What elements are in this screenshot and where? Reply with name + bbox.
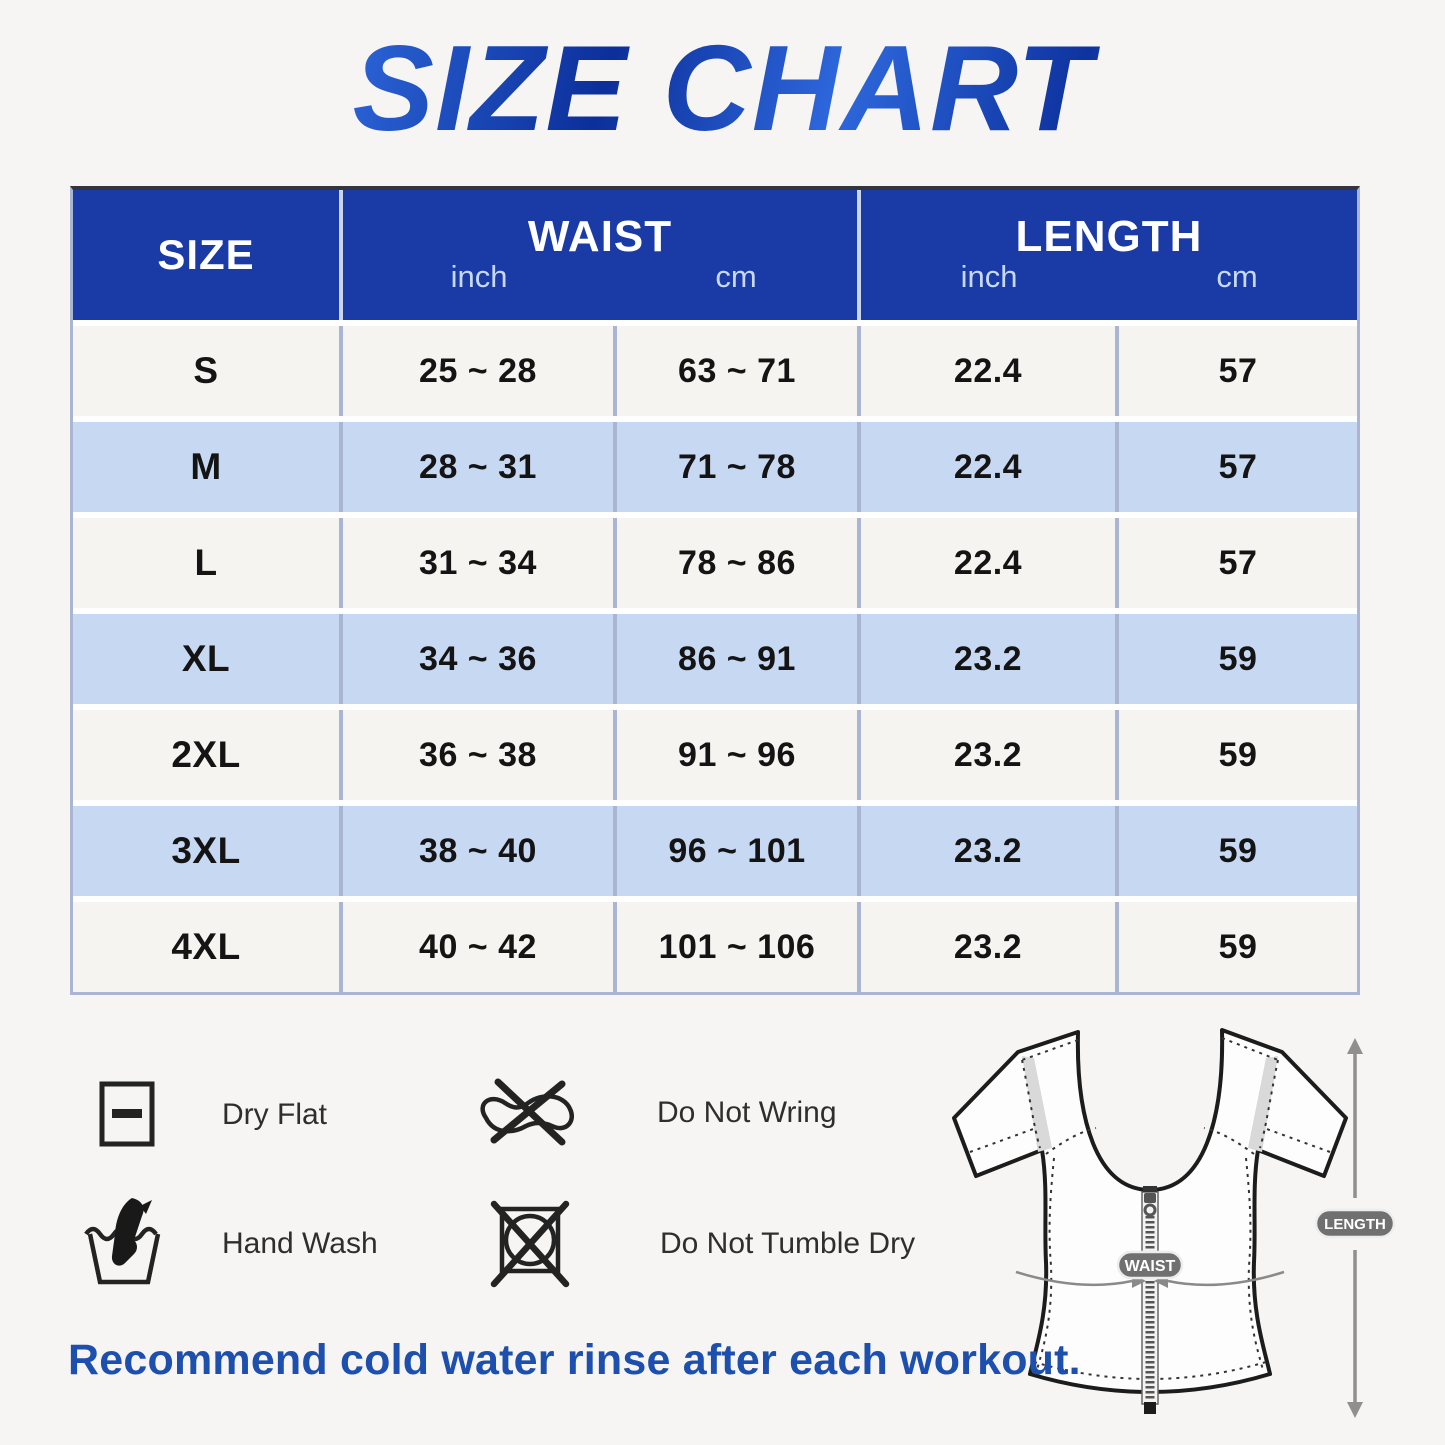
- cell-length-inch: 23.2: [861, 806, 1115, 896]
- cell-length-inch: 22.4: [861, 326, 1115, 416]
- care-label: Dry Flat: [222, 1098, 327, 1131]
- cell-length-cm: 57: [1119, 518, 1357, 608]
- cell-length-cm: 59: [1119, 902, 1357, 992]
- table-row: [73, 422, 1357, 512]
- cell-waist-inch: 36 ~ 38: [343, 710, 613, 800]
- table-header-row: [73, 190, 1357, 320]
- cell-size: S: [73, 326, 339, 416]
- cell-waist-cm: 96 ~ 101: [617, 806, 857, 896]
- header-size: SIZE: [73, 190, 339, 320]
- table-row: [73, 518, 1357, 608]
- cell-waist-cm: 63 ~ 71: [617, 326, 857, 416]
- page-title: SIZE CHART: [0, 18, 1445, 158]
- hand-wash-icon: [82, 1196, 166, 1288]
- header-waist-group: [343, 190, 857, 320]
- cell-waist-inch: 28 ~ 31: [343, 422, 613, 512]
- table-row: [73, 614, 1357, 704]
- cell-length-inch: 23.2: [861, 902, 1115, 992]
- footer-note: Recommend cold water rinse after each workout.: [68, 1336, 1081, 1384]
- cell-length-cm: 57: [1119, 422, 1357, 512]
- care-label: Do Not Tumble Dry: [660, 1227, 916, 1260]
- cell-waist-inch: 31 ~ 34: [343, 518, 613, 608]
- header-length-inch: inch: [960, 259, 1018, 294]
- cell-length-cm: 59: [1119, 614, 1357, 704]
- do-not-tumble-dry-icon: [488, 1196, 572, 1296]
- table-row: [73, 902, 1357, 992]
- cell-length-inch: 22.4: [861, 518, 1115, 608]
- length-pill-label: LENGTH: [1324, 1216, 1386, 1233]
- header-waist-inch: inch: [450, 259, 508, 294]
- header-length-group: [861, 190, 1357, 320]
- dry-flat-icon: [96, 1080, 158, 1148]
- header-waist: WAIST: [527, 212, 673, 261]
- cell-size: XL: [73, 614, 339, 704]
- header-waist-cm: cm: [715, 259, 757, 294]
- header-length: LENGTH: [1015, 212, 1203, 261]
- header-length-cm: cm: [1216, 259, 1258, 294]
- cell-length-cm: 59: [1119, 710, 1357, 800]
- size-table: [70, 186, 1360, 995]
- cell-size: 3XL: [73, 806, 339, 896]
- cell-waist-cm: 71 ~ 78: [617, 422, 857, 512]
- cell-waist-inch: 38 ~ 40: [343, 806, 613, 896]
- cell-length-cm: 59: [1119, 806, 1357, 896]
- cell-size: 2XL: [73, 710, 339, 800]
- table-row: [73, 326, 1357, 416]
- table-row: [73, 710, 1357, 800]
- cell-length-inch: 22.4: [861, 422, 1115, 512]
- do-not-wring-icon: [470, 1078, 584, 1148]
- cell-waist-cm: 86 ~ 91: [617, 614, 857, 704]
- cell-length-inch: 23.2: [861, 614, 1115, 704]
- care-label: Do Not Wring: [657, 1096, 837, 1129]
- table-row: [73, 806, 1357, 896]
- cell-waist-inch: 40 ~ 42: [343, 902, 613, 992]
- cell-waist-inch: 34 ~ 36: [343, 614, 613, 704]
- waist-pill-label: WAIST: [1124, 1258, 1176, 1275]
- cell-length-inch: 23.2: [861, 710, 1115, 800]
- cell-waist-cm: 91 ~ 96: [617, 710, 857, 800]
- cell-length-cm: 57: [1119, 326, 1357, 416]
- cell-waist-cm: 101 ~ 106: [617, 902, 857, 992]
- cell-size: 4XL: [73, 902, 339, 992]
- cell-waist-cm: 78 ~ 86: [617, 518, 857, 608]
- care-label: Hand Wash: [222, 1227, 378, 1260]
- cell-size: L: [73, 518, 339, 608]
- cell-waist-inch: 25 ~ 28: [343, 326, 613, 416]
- cell-size: M: [73, 422, 339, 512]
